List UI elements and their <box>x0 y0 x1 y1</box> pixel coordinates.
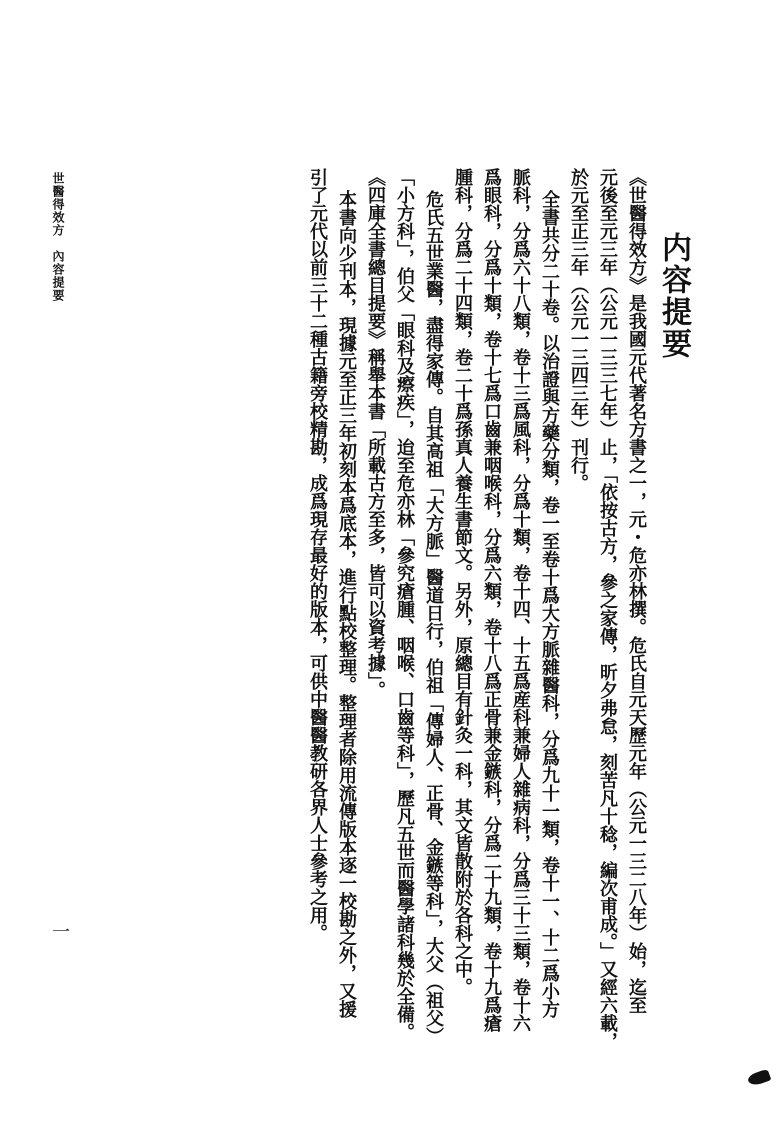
running-head: 世醫得效方 內容提要 <box>51 172 65 302</box>
text-column: 於元至正三年（公元一三四三年）刊行。 <box>568 168 589 492</box>
text-column: 《四庫全書總目提要》稱舉本書「所載古方至多，皆可以資考據」。 <box>365 168 386 699</box>
text-column: 全書共分二十卷。以治證與方藥分類，卷一至卷十爲大方脈雜醫科，分爲九十一類，卷十一、十二爲小方 <box>539 190 560 1018</box>
text-column: 爲眼科，分爲十類，卷十七爲口齒兼咽喉科，分爲六類，卷十八爲正骨兼金鏃科，分爲二十九類，卷十九爲瘡 <box>481 168 502 1032</box>
page-title: 内容提要 <box>656 232 691 360</box>
text-column: 《世醫得效方》是我國元代著名方書之一，元・危亦林撰。危氏自元天歷元年（公元一三二八年）始，迄至 <box>626 168 647 1014</box>
text-column: 腫科，分爲二十四類，卷二十爲孫真人養生書節文。另外，原總目有針灸一科，其文皆散附於各科之中。 <box>452 168 473 996</box>
text-column: 元後至元三年（公元一三三七年）止，「依按古方，參之家傳，昕夕弗怠，刻苦凡十稔，編次甫成。」又經六載， <box>597 168 618 1050</box>
text-column: 引了元代以前三十二種古籍旁校精勘，成爲現存最好的版本，可供中醫醫教研各界人士參考之用。 <box>307 168 328 942</box>
text-column: 本書向少刊本，現據元至正三年初刻本爲底本，進行點校整理。整理者除用流傳版本逐一校勘之外，又援 <box>336 190 357 1018</box>
text-column: 脈科，分爲六十八類，卷十三爲風科，分爲十類，卷十四、十五爲産科兼婦人雜病科，分爲三十三類，卷十六 <box>510 168 531 1032</box>
page-number: 一 <box>52 922 70 943</box>
scan-mark <box>747 1069 772 1088</box>
text-column: 危氏五世業醫，盡得家傳。自其高祖「大方脈」醫道日行，伯祖「傳婦人、正骨、金鏃等科」，大父（祖父） <box>423 190 444 1045</box>
text-column: 「小方科」，伯父「眼科及瘵疾」，迨至危亦林「參究瘡腫、咽喉、口齒等科」，歷凡五世而醫學諸科幾於全備。 <box>394 168 415 1041</box>
